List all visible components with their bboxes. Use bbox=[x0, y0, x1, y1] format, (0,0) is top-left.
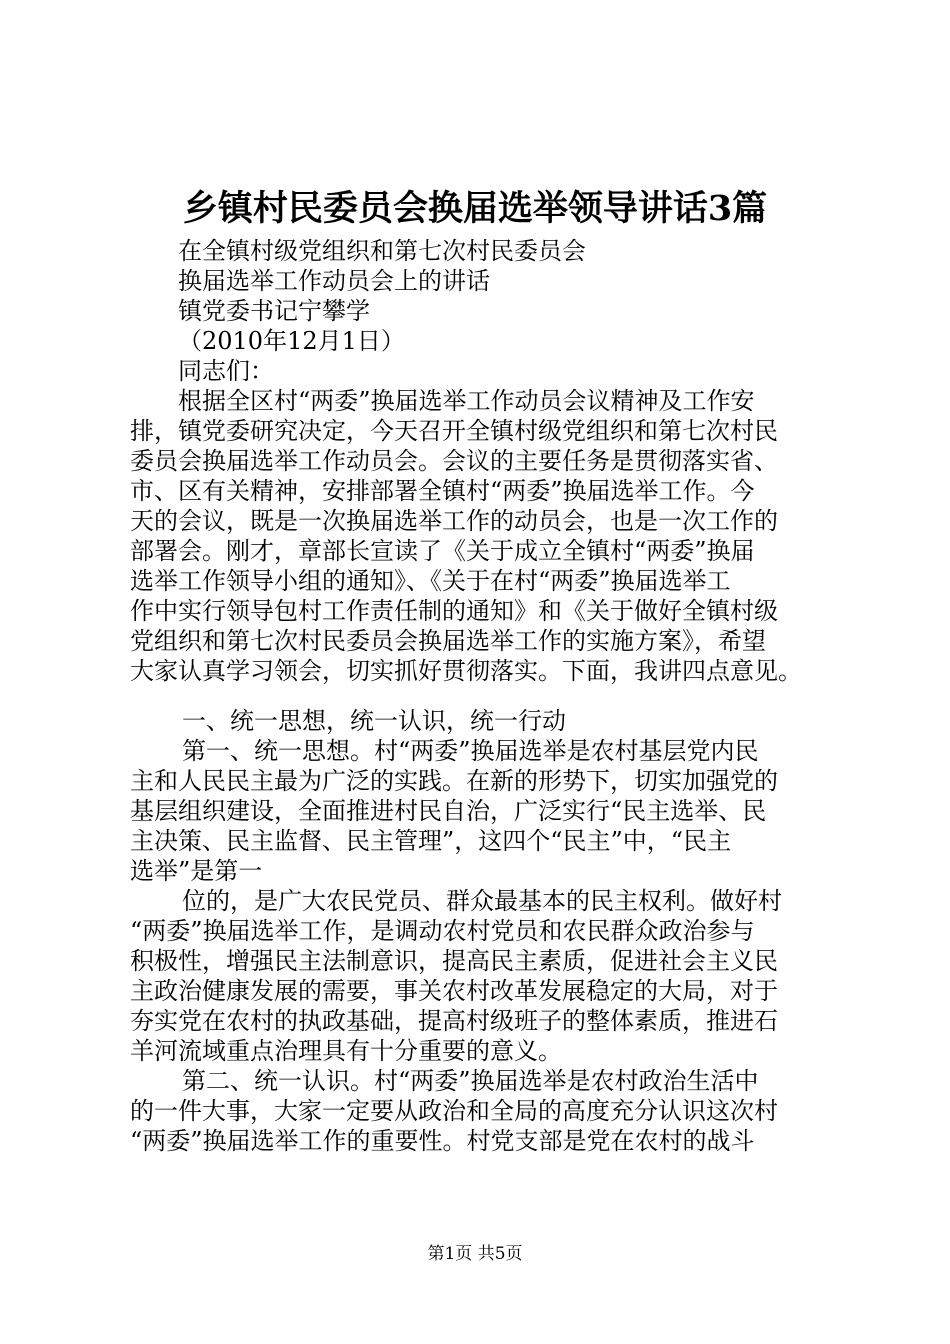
paragraph-line: 基层组织建设，全面推进村民自治，广泛实行“民主选举、民 bbox=[130, 797, 767, 825]
paragraph-line: 主决策、民主监督、民主管理”，这四个“民主”中，“民主 bbox=[130, 827, 732, 855]
paragraph-line: 的一件大事，大家一定要从政治和全局的高度充分认识这次村 bbox=[130, 1097, 778, 1125]
paragraph-line: 位的，是广大农民党员、群众最基本的民主权利。做好村 bbox=[182, 887, 782, 915]
paragraph-2 bbox=[130, 736, 830, 886]
paragraph-line: “两委”换届选举工作的重要性。村党支部是党在农村的战斗 bbox=[130, 1127, 755, 1155]
paragraph-1 bbox=[130, 386, 830, 686]
header-line-venue-1: 在全镇村级党组织和第七次村民委员会 bbox=[178, 237, 586, 265]
paragraph-line: 选举”是第一 bbox=[130, 857, 263, 885]
paragraph-line: 部署会。刚才，章部长宣读了《关于成立全镇村“两委”换届 bbox=[130, 537, 755, 565]
paragraph-line: 第一、统一思想。村“两委”换届选举是农村基层党内民 bbox=[182, 737, 759, 765]
paragraph-line: “两委”换届选举工作，是调动农村党员和农民群众政治参与 bbox=[130, 917, 755, 945]
paragraph-line: 主和人民民主最为广泛的实践。在新的形势下，切实加强党的 bbox=[130, 767, 778, 795]
paragraph-line: 大家认真学习领会，切实抓好贯彻落实。下面，我讲四点意见。 bbox=[130, 657, 802, 685]
paragraph-4 bbox=[130, 1066, 830, 1156]
header-line-salutation: 同志们： bbox=[178, 357, 274, 385]
paragraph-line: 羊河流域重点治理具有十分重要的意义。 bbox=[130, 1037, 562, 1065]
paragraph-line: 排，镇党委研究决定，今天召开全镇村级党组织和第七次村民 bbox=[130, 417, 778, 445]
document-body bbox=[130, 236, 830, 1156]
paragraph-line: 选举工作领导小组的通知》、《关于在村“两委”换届选举工 bbox=[130, 567, 731, 595]
header-line-speaker: 镇党委书记宁攀学 bbox=[178, 297, 370, 325]
paragraph-line: 天的会议，既是一次换届选举工作的动员会，也是一次工作的 bbox=[130, 507, 778, 535]
paragraph-line: 作中实行领导包村工作责任制的通知》和《关于做好全镇村级 bbox=[130, 597, 778, 625]
paragraph-gap bbox=[130, 686, 830, 706]
paragraph-line: 市、区有关精神，安排部署全镇村“两委”换届选举工作。今 bbox=[130, 477, 755, 505]
page-number-footer: 第1页 共5页 bbox=[427, 1244, 523, 1264]
paragraph-3 bbox=[130, 886, 830, 1066]
document-title: 乡镇村民委员会换届选举领导讲话3篇 bbox=[182, 188, 768, 229]
paragraph-line: 党组织和第七次村民委员会换届选举工作的实施方案》，希望 bbox=[130, 627, 766, 655]
paragraph-line: 根据全区村“两委”换届选举工作动员会议精神及工作安 bbox=[178, 387, 755, 415]
paragraph-line: 积极性，增强民主法制意识，提高民主素质，促进社会主义民 bbox=[130, 947, 778, 975]
section-heading-1: 一、统一思想，统一认识，统一行动 bbox=[182, 707, 566, 735]
paragraph-line: 夯实党在农村的执政基础，提高村级班子的整体素质，推进石 bbox=[130, 1007, 778, 1035]
header-line-date: （2010年12月1日） bbox=[178, 327, 405, 355]
header-line-venue-2: 换届选举工作动员会上的讲话 bbox=[178, 267, 490, 295]
paragraph-line: 委员会换届选举工作动员会。会议的主要任务是贯彻落实省、 bbox=[130, 447, 778, 475]
paragraph-line: 主政治健康发展的需要，事关农村改革发展稳定的大局，对于 bbox=[130, 977, 778, 1005]
paragraph-line: 第二、统一认识。村“两委”换届选举是农村政治生活中 bbox=[182, 1067, 759, 1095]
